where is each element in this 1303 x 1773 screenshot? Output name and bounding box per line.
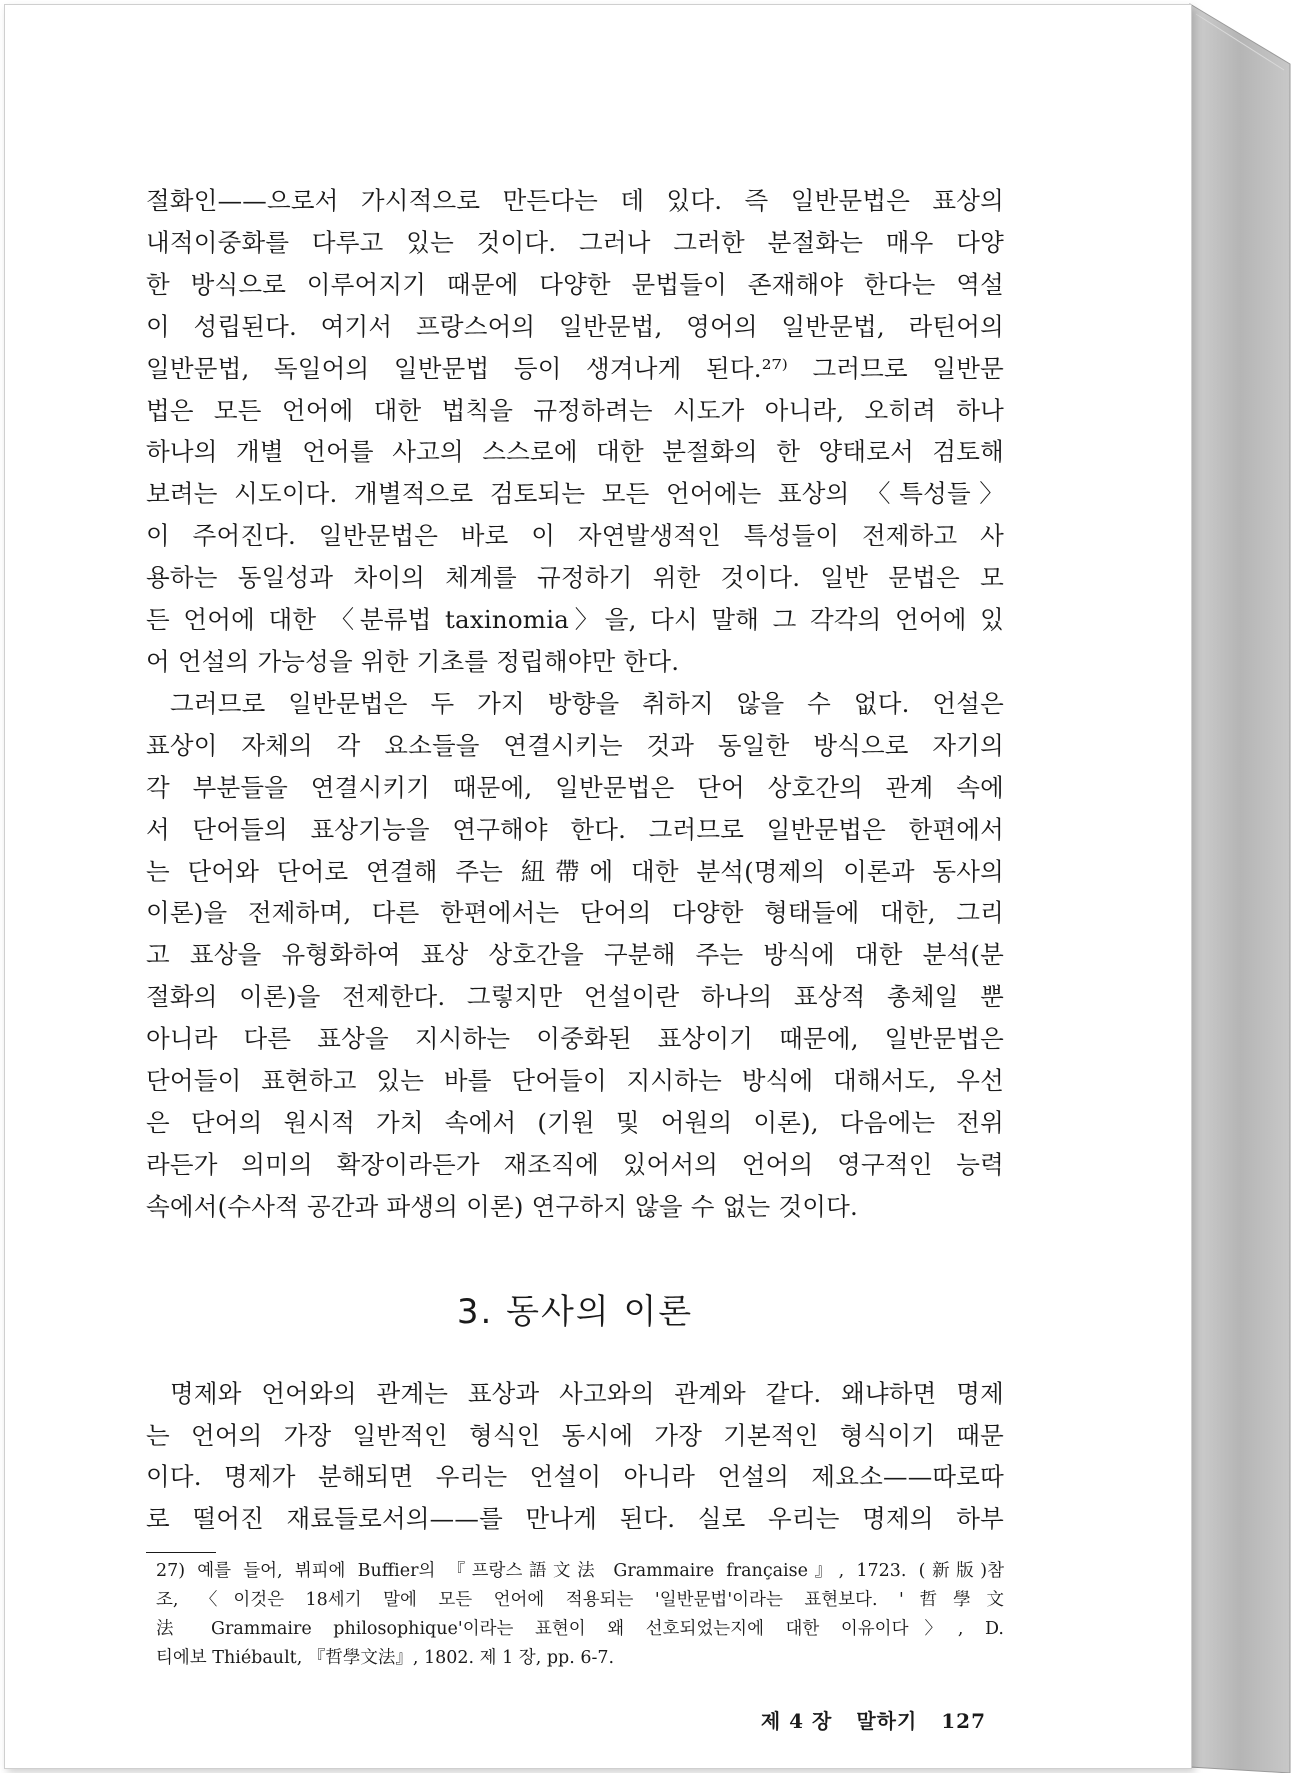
text-line: 각 부분들을 연결시키기 때문에, 일반문법은 단어 상호간의 관계 속에 — [146, 772, 1004, 802]
text-line: 라든가 의미의 확장이라든가 재조직에 있어서의 언어의 영구적인 능력 — [146, 1149, 1004, 1179]
text-line: 내적이중화를 다루고 있는 것이다. 그러나 그러한 분절화는 매우 다양 — [146, 227, 1004, 257]
text-line: 그러므로 일반문법은 두 가지 방향을 취하지 않을 수 없다. 언설은 — [170, 688, 1004, 718]
text-line: 고 표상을 유형화하여 표상 상호간을 구분해 주는 방식에 대한 분석(분 — [146, 940, 1004, 970]
section-heading: 3. 동사의 이론 — [456, 1291, 694, 1332]
footnote-divider — [146, 1552, 216, 1553]
text-line: 어 언설의 가능성을 위한 기초를 정립해야만 한다. — [146, 646, 680, 676]
text-line: 절화의 이론)을 전제한다. 그렇지만 언설이란 하나의 표상적 총체일 뿐 — [146, 982, 1004, 1012]
text-line: 절화인——으로서 가시적으로 만든다는 데 있다. 즉 일반문법은 표상의 — [146, 186, 1004, 215]
footnote-27 — [146, 1557, 1004, 1673]
text-line: 용하는 동일성과 차이의 체계를 규정하기 위한 것이다. 일반 문법은 모 — [146, 563, 1004, 593]
text-line: 이다. 명제가 분해되면 우리는 언설이 아니라 언설의 제요소——따로따 — [146, 1462, 1004, 1492]
body-paragraph-2 — [146, 683, 1004, 1228]
text-line: 이론)을 전제하며, 다른 한편에서는 단어의 다양한 형태들에 대한, 그리 — [146, 898, 1004, 928]
text-line: 일반문법, 독일어의 일반문법 등이 생겨나게 된다.²⁷⁾ 그러므로 일반문 — [146, 353, 1004, 383]
text-line: 이 주어진다. 일반문법은 바로 이 자연발생적인 특성들이 전제하고 사 — [146, 521, 1004, 551]
text-line: 법은 모든 언어에 대한 법칙을 규정하려는 시도가 아니라, 오히려 하나 — [146, 395, 1004, 425]
text-line: 명제와 언어와의 관계는 표상과 사고와의 관계와 같다. 왜냐하면 명제 — [170, 1378, 1004, 1408]
footnote-line: 27) 예를 들어, 뷔피에 Buffier의 『프랑스語文法 Grammaire française』, 1723. (新版)참 — [156, 1561, 1004, 1582]
running-footer — [146, 1705, 1004, 1734]
text-line: 는 단어와 단어로 연결해 주는 紐帶에 대한 분석(명제의 이론과 동사의 — [146, 856, 1004, 886]
text-line: 한 방식으로 이루어지기 때문에 다양한 문법들이 존재해야 한다는 역설 — [146, 269, 1004, 299]
text-line: 서 단어들의 표상기능을 연구해야 한다. 그러므로 일반문법은 한편에서 — [146, 814, 1004, 844]
text-line: 속에서(수사적 공간과 파생의 이론) 연구하지 않을 수 없는 것이다. — [146, 1191, 858, 1221]
text-line: 이 성립된다. 여기서 프랑스어의 일반문법, 영어의 일반문법, 라틴어의 — [146, 311, 1004, 341]
footnote-line: 티에보 Thiébault, 『哲學文法』, 1802. 제 1 장, pp. 6-7. — [156, 1648, 615, 1669]
footer-chapter-title: 말하기 — [856, 1709, 918, 1734]
text-line: 은 단어의 원시적 가치 속에서 (기원 및 어원의 이론), 다음에는 전위 — [146, 1107, 1004, 1137]
text-line: 아니라 다른 표상을 지시하는 이중화된 표상이기 때문에, 일반문법은 — [146, 1024, 1004, 1054]
section-paragraph — [146, 1373, 1004, 1541]
footer-chapter: 제 4 장 — [760, 1709, 833, 1734]
body-paragraph-1 — [146, 180, 1004, 683]
text-line: 로 떨어진 재료들로서의——를 만나게 된다. 실로 우리는 명제의 하부 — [146, 1504, 1004, 1534]
footnote-line: 조, 〈이것은 18세기 말에 모든 언어에 적용되는 '일반문법'이라는 표현보다. '哲學文 — [156, 1590, 1004, 1611]
text-line: 는 언어의 가장 일반적인 형식인 동시에 가장 기본적인 형식이기 때문 — [146, 1420, 1004, 1450]
footnote-line: 法 Grammaire philosophique'이라는 표현이 왜 선호되었는지에 대한 이유이다〉, D. — [156, 1619, 1004, 1640]
text-line: 보려는 시도이다. 개별적으로 검토되는 모든 언어에는 표상의 〈특성들〉 — [146, 479, 1004, 509]
text-line: 든 언어에 대한 〈분류법 taxinomia〉을, 다시 말해 그 각각의 언어에 있 — [146, 605, 1004, 635]
page-content — [146, 180, 1004, 1734]
page-number: 127 — [941, 1709, 986, 1734]
text-line: 표상이 자체의 각 요소들을 연결시키는 것과 동일한 방식으로 자기의 — [146, 730, 1004, 760]
text-line: 하나의 개별 언어를 사고의 스스로에 대한 분절화의 한 양태로서 검토해 — [146, 437, 1004, 467]
text-line: 단어들이 표현하고 있는 바를 단어들이 지시하는 방식에 대해서도, 우선 — [146, 1066, 1004, 1096]
